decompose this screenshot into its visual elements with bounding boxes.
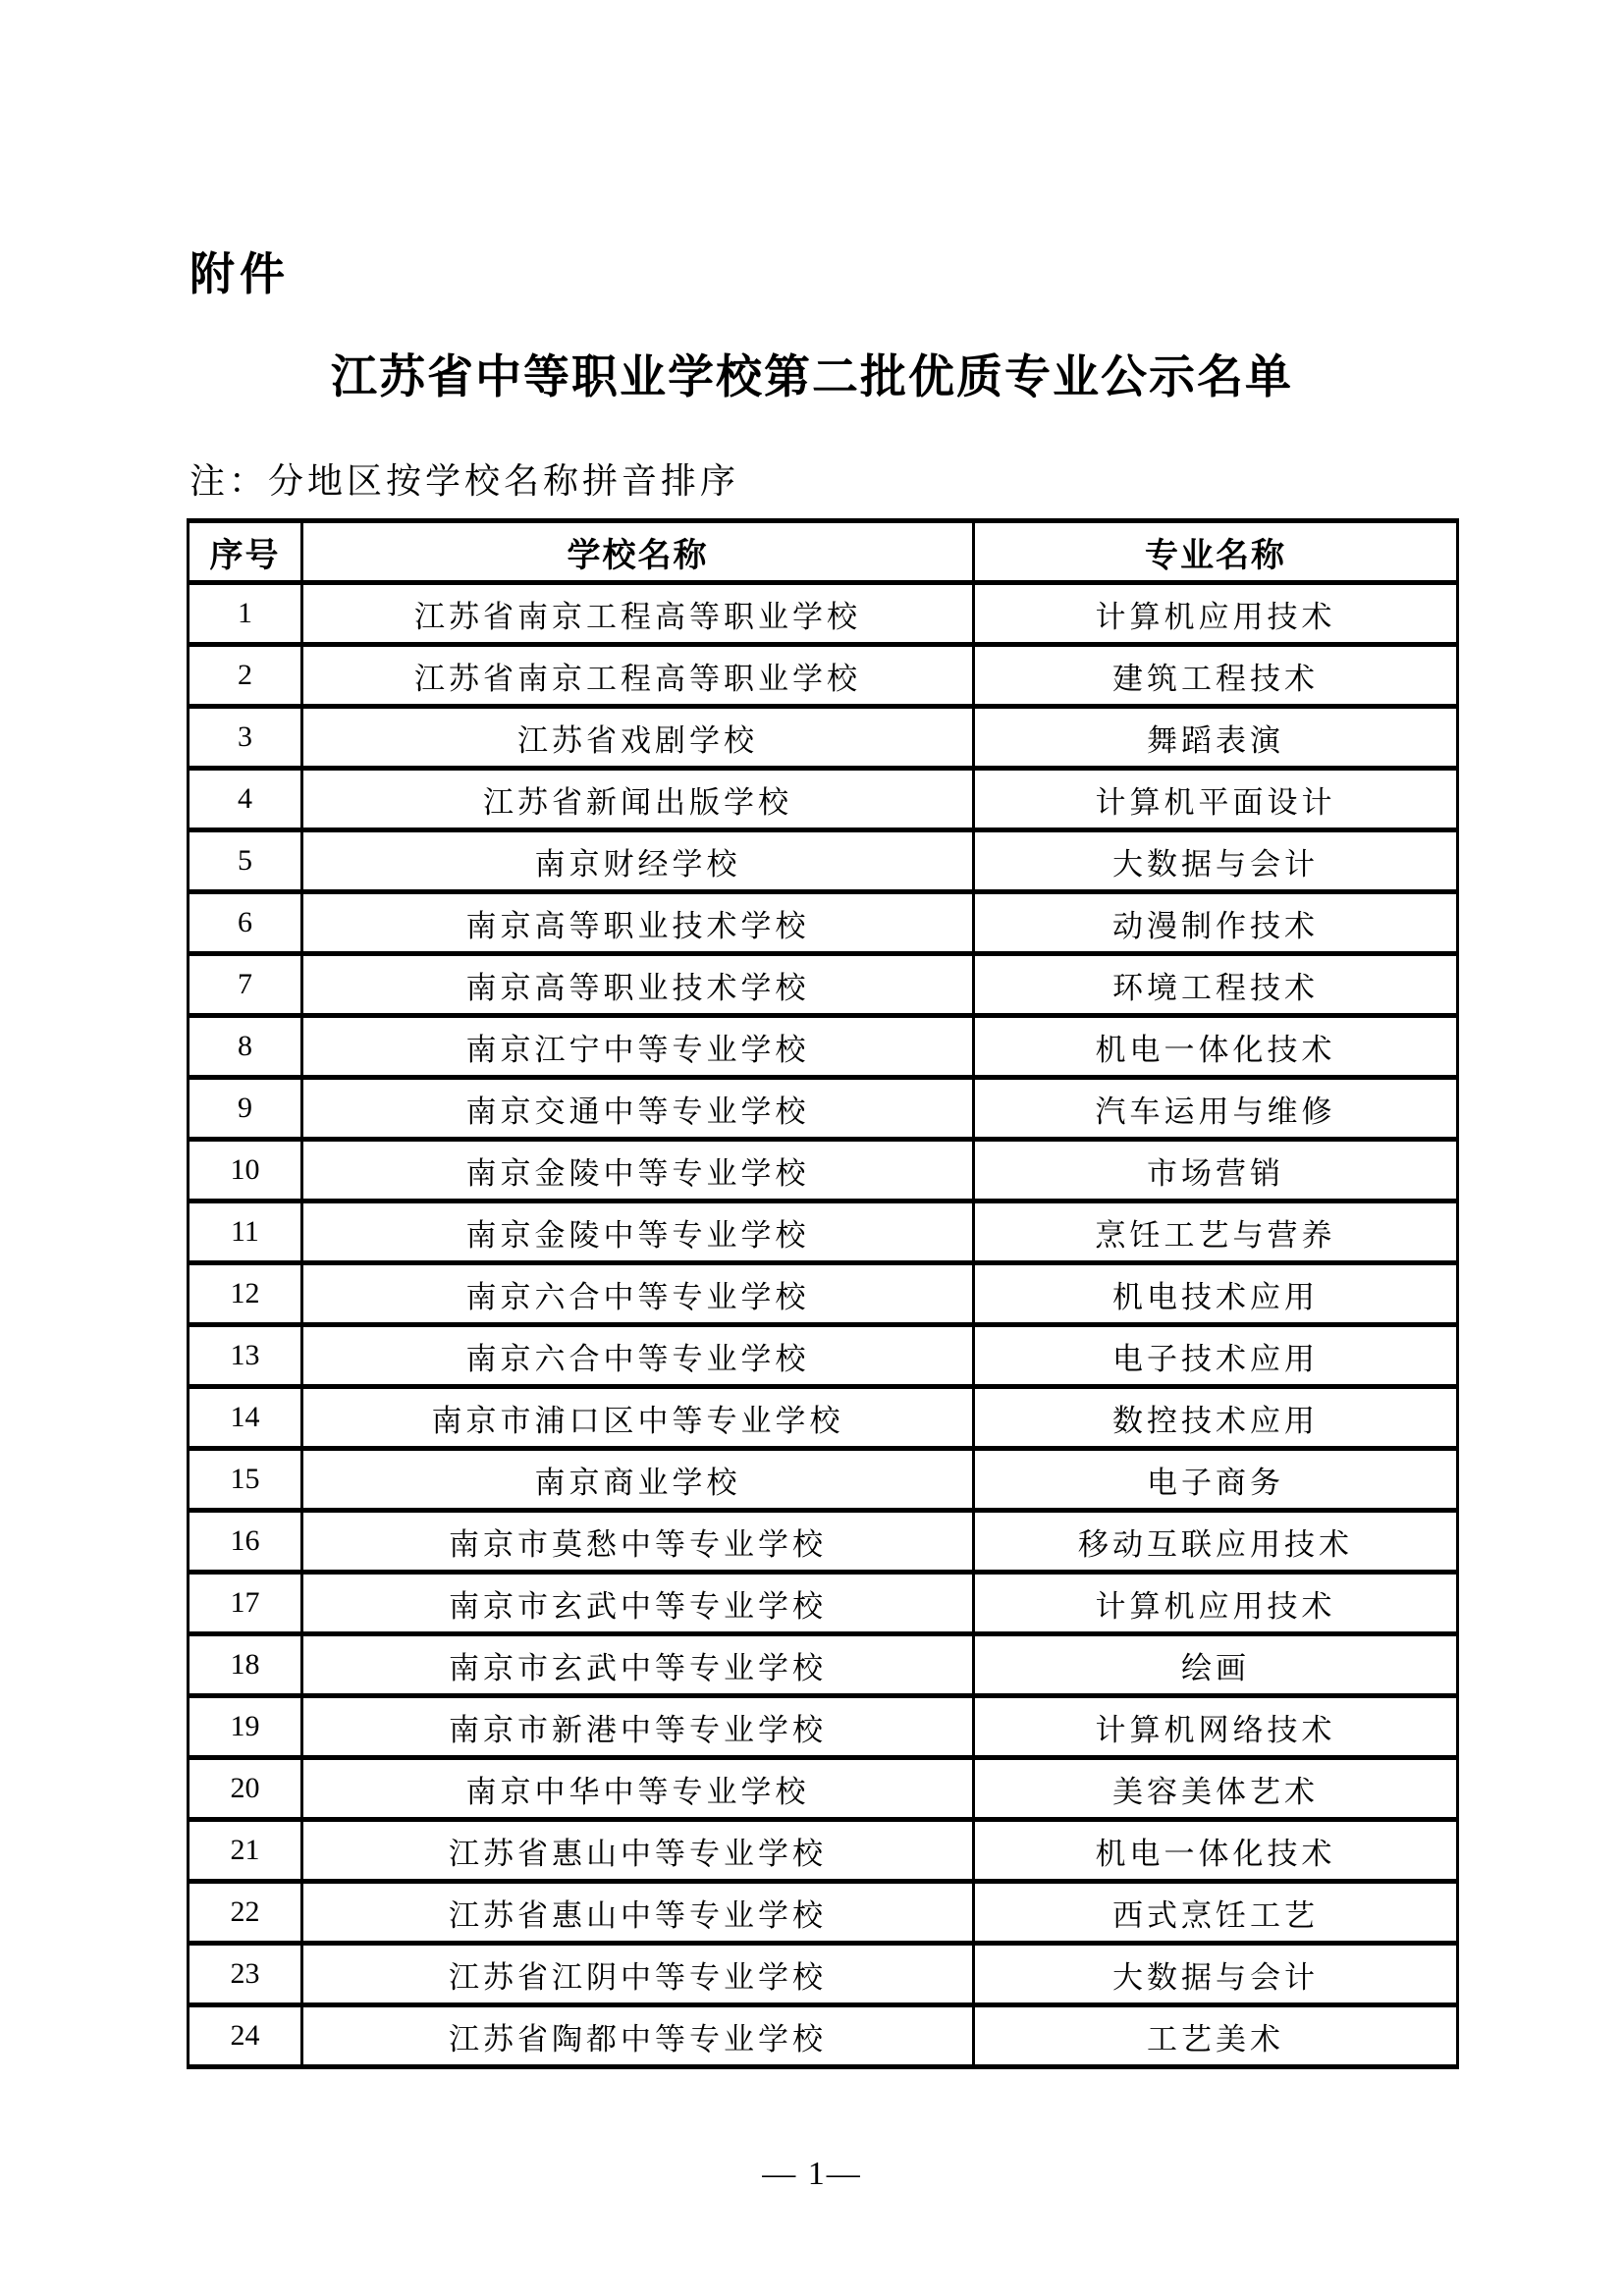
row-index-cell: 15 — [189, 1449, 302, 1511]
major-name-cell: 大数据与会计 — [974, 1944, 1458, 2005]
table-header-row — [189, 521, 1458, 583]
table-row — [189, 1573, 1458, 1634]
row-index-cell: 16 — [189, 1511, 302, 1573]
row-index-cell: 19 — [189, 1696, 302, 1758]
row-index-cell: 13 — [189, 1325, 302, 1387]
school-name-cell: 江苏省惠山中等专业学校 — [302, 1882, 974, 1944]
table-row — [189, 1201, 1458, 1263]
table-row — [189, 1449, 1458, 1511]
major-name-cell: 美容美体艺术 — [974, 1758, 1458, 1820]
table-row — [189, 1325, 1458, 1387]
row-index-cell: 7 — [189, 954, 302, 1016]
attachment-label: 附件 — [189, 248, 290, 299]
school-name-cell: 南京市玄武中等专业学校 — [302, 1634, 974, 1696]
major-name-cell: 绘画 — [974, 1634, 1458, 1696]
major-name-cell: 工艺美术 — [974, 2005, 1458, 2067]
sort-note: 注：分地区按学校名称拼音排序 — [189, 461, 740, 501]
major-name-cell: 西式烹饪工艺 — [974, 1882, 1458, 1944]
major-name-cell: 计算机平面设计 — [974, 769, 1458, 830]
header-index: 序号 — [189, 521, 302, 583]
header-major-name: 专业名称 — [974, 521, 1458, 583]
table-row — [189, 1634, 1458, 1696]
school-name-cell: 南京财经学校 — [302, 830, 974, 892]
row-index-cell: 9 — [189, 1078, 302, 1140]
major-name-cell: 大数据与会计 — [974, 830, 1458, 892]
major-name-cell: 动漫制作技术 — [974, 892, 1458, 954]
school-name-cell: 南京市浦口区中等专业学校 — [302, 1387, 974, 1449]
table-row — [189, 1511, 1458, 1573]
page-number: — 1— — [762, 2156, 862, 2192]
school-name-cell: 江苏省南京工程高等职业学校 — [302, 645, 974, 707]
major-name-cell: 舞蹈表演 — [974, 707, 1458, 769]
specialty-table — [187, 518, 1459, 2069]
table-row — [189, 1078, 1458, 1140]
major-name-cell: 计算机应用技术 — [974, 583, 1458, 645]
table-row — [189, 769, 1458, 830]
major-name-cell: 计算机应用技术 — [974, 1573, 1458, 1634]
table-row — [189, 1882, 1458, 1944]
table-row — [189, 707, 1458, 769]
row-index-cell: 3 — [189, 707, 302, 769]
table-row — [189, 1944, 1458, 2005]
major-name-cell: 烹饪工艺与营养 — [974, 1201, 1458, 1263]
row-index-cell: 1 — [189, 583, 302, 645]
table-row — [189, 645, 1458, 707]
school-name-cell: 南京商业学校 — [302, 1449, 974, 1511]
row-index-cell: 11 — [189, 1201, 302, 1263]
school-name-cell: 南京六合中等专业学校 — [302, 1263, 974, 1325]
major-name-cell: 环境工程技术 — [974, 954, 1458, 1016]
school-name-cell: 江苏省戏剧学校 — [302, 707, 974, 769]
row-index-cell: 22 — [189, 1882, 302, 1944]
school-name-cell: 江苏省陶都中等专业学校 — [302, 2005, 974, 2067]
row-index-cell: 2 — [189, 645, 302, 707]
school-name-cell: 南京市玄武中等专业学校 — [302, 1573, 974, 1634]
table-row — [189, 583, 1458, 645]
row-index-cell: 24 — [189, 2005, 302, 2067]
major-name-cell: 数控技术应用 — [974, 1387, 1458, 1449]
table-row — [189, 1758, 1458, 1820]
major-name-cell: 机电技术应用 — [974, 1263, 1458, 1325]
header-school-name: 学校名称 — [302, 521, 974, 583]
school-name-cell: 江苏省南京工程高等职业学校 — [302, 583, 974, 645]
table-row — [189, 2005, 1458, 2067]
major-name-cell: 移动互联应用技术 — [974, 1511, 1458, 1573]
row-index-cell: 10 — [189, 1140, 302, 1201]
school-name-cell: 江苏省新闻出版学校 — [302, 769, 974, 830]
major-name-cell: 电子商务 — [974, 1449, 1458, 1511]
row-index-cell: 18 — [189, 1634, 302, 1696]
row-index-cell: 6 — [189, 892, 302, 954]
major-name-cell: 汽车运用与维修 — [974, 1078, 1458, 1140]
major-name-cell: 电子技术应用 — [974, 1325, 1458, 1387]
page-title: 江苏省中等职业学校第二批优质专业公示名单 — [331, 352, 1293, 403]
row-index-cell: 12 — [189, 1263, 302, 1325]
row-index-cell: 21 — [189, 1820, 302, 1882]
row-index-cell: 20 — [189, 1758, 302, 1820]
table-row — [189, 1263, 1458, 1325]
school-name-cell: 南京市莫愁中等专业学校 — [302, 1511, 974, 1573]
school-name-cell: 南京金陵中等专业学校 — [302, 1140, 974, 1201]
table-row — [189, 892, 1458, 954]
table-row — [189, 1140, 1458, 1201]
school-name-cell: 南京高等职业技术学校 — [302, 954, 974, 1016]
row-index-cell: 5 — [189, 830, 302, 892]
school-name-cell: 江苏省惠山中等专业学校 — [302, 1820, 974, 1882]
school-name-cell: 南京江宁中等专业学校 — [302, 1016, 974, 1078]
table-row — [189, 830, 1458, 892]
table-row — [189, 954, 1458, 1016]
school-name-cell: 江苏省江阴中等专业学校 — [302, 1944, 974, 2005]
table-row — [189, 1387, 1458, 1449]
row-index-cell: 8 — [189, 1016, 302, 1078]
school-name-cell: 南京中华中等专业学校 — [302, 1758, 974, 1820]
school-name-cell: 南京六合中等专业学校 — [302, 1325, 974, 1387]
major-name-cell: 建筑工程技术 — [974, 645, 1458, 707]
major-name-cell: 市场营销 — [974, 1140, 1458, 1201]
row-index-cell: 23 — [189, 1944, 302, 2005]
school-name-cell: 南京金陵中等专业学校 — [302, 1201, 974, 1263]
row-index-cell: 14 — [189, 1387, 302, 1449]
major-name-cell: 计算机网络技术 — [974, 1696, 1458, 1758]
table-row — [189, 1820, 1458, 1882]
table-row — [189, 1696, 1458, 1758]
row-index-cell: 17 — [189, 1573, 302, 1634]
table-row — [189, 1016, 1458, 1078]
row-index-cell: 4 — [189, 769, 302, 830]
major-name-cell: 机电一体化技术 — [974, 1016, 1458, 1078]
table-body — [189, 583, 1458, 2067]
school-name-cell: 南京高等职业技术学校 — [302, 892, 974, 954]
major-name-cell: 机电一体化技术 — [974, 1820, 1458, 1882]
school-name-cell: 南京交通中等专业学校 — [302, 1078, 974, 1140]
school-name-cell: 南京市新港中等专业学校 — [302, 1696, 974, 1758]
